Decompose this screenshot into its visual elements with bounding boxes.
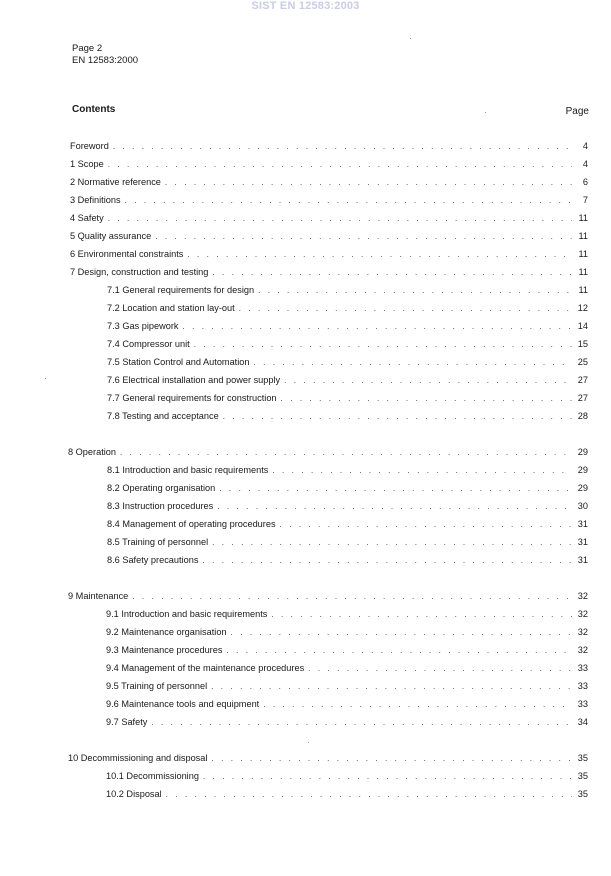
toc-subentry[interactable] — [107, 518, 588, 531]
toc-entry-label: 10.2 Disposal — [106, 789, 162, 799]
toc-subentry[interactable] — [107, 536, 588, 549]
toc-entry-page: 4 — [582, 141, 588, 151]
toc-leader-dots — [272, 465, 572, 477]
toc-entry-page: 30 — [577, 501, 588, 511]
toc-entry-label: 7.1 General requirements for design — [107, 285, 255, 295]
toc-subentry[interactable] — [106, 608, 588, 621]
toc-entry-page: 31 — [577, 519, 588, 529]
toc-subentry[interactable] — [107, 464, 588, 477]
toc-entry-label: 7.7 General requirements for construction — [107, 393, 277, 403]
toc-subentry[interactable] — [106, 788, 588, 801]
toc-entry-label: 3 Definitions — [70, 195, 121, 205]
toc-subentry[interactable] — [107, 554, 588, 567]
toc-entry-label: 8.6 Safety precautions — [107, 555, 199, 565]
toc-entry[interactable] — [70, 194, 588, 207]
toc-leader-dots — [211, 681, 572, 693]
toc-leader-dots — [194, 339, 572, 351]
toc-entry-label: 4 Safety — [70, 213, 104, 223]
scan-speck — [410, 38, 411, 39]
toc-leader-dots — [212, 537, 572, 549]
toc-entry-page: 33 — [577, 663, 588, 673]
toc-entry-page: 32 — [577, 627, 588, 637]
toc-entry[interactable] — [70, 266, 588, 279]
toc-entry-label: 2 Normative reference — [70, 177, 161, 187]
toc-entry-label: 7.3 Gas pipework — [107, 321, 179, 331]
toc-subentry[interactable] — [107, 356, 588, 369]
toc-entry-label: 7.5 Station Control and Automation — [107, 357, 250, 367]
toc-entry-page: 32 — [577, 609, 588, 619]
toc-entry-page: 35 — [577, 771, 588, 781]
toc-entry-label: 9.3 Maintenance procedures — [106, 645, 223, 655]
toc-subentry[interactable] — [106, 680, 588, 693]
toc-entry-page: 33 — [577, 681, 588, 691]
toc-leader-dots — [308, 663, 572, 675]
toc-leader-dots — [165, 177, 572, 189]
toc-entry[interactable] — [68, 446, 588, 459]
toc-leader-dots — [284, 375, 572, 387]
toc-entry-page: 11 — [578, 267, 588, 277]
toc-leader-dots — [155, 231, 572, 243]
toc-entry-label: 9.2 Maintenance organisation — [106, 627, 227, 637]
toc-entry-page: 11 — [578, 249, 588, 259]
toc-entry-page: 29 — [577, 465, 588, 475]
toc-entry-page: 35 — [577, 753, 588, 763]
toc-entry-label: 7.6 Electrical installation and power supply — [107, 375, 281, 385]
toc-entry-label: 9.4 Management of the maintenance procedures — [106, 663, 305, 673]
toc-leader-dots — [120, 447, 572, 459]
toc-entry[interactable] — [70, 158, 588, 171]
toc-entry-label: 8.4 Management of operating procedures — [107, 519, 276, 529]
scan-speck — [308, 742, 309, 743]
toc-subentry[interactable] — [106, 644, 588, 657]
toc-entry-page: 27 — [577, 375, 588, 385]
toc-subentry[interactable] — [107, 482, 588, 495]
toc-entry[interactable] — [68, 590, 588, 603]
toc-entry-label: Foreword — [70, 141, 109, 151]
toc-subentry[interactable] — [107, 500, 588, 513]
toc-leader-dots — [239, 303, 572, 315]
toc-entry-page: 4 — [582, 159, 588, 169]
toc-entry-label: 8 Operation — [68, 447, 117, 457]
toc-leader-dots — [280, 519, 572, 531]
toc-entry[interactable] — [68, 752, 588, 765]
toc-entry-page: 35 — [577, 789, 588, 799]
toc-entry-label: 7.4 Compressor unit — [107, 339, 190, 349]
toc-entry-label: 8.5 Training of personnel — [107, 537, 209, 547]
toc-subentry[interactable] — [107, 338, 588, 351]
toc-entry-page: 14 — [577, 321, 588, 331]
toc-leader-dots — [166, 789, 572, 801]
toc-entry-label: 8.2 Operating organisation — [107, 483, 216, 493]
toc-subentry[interactable] — [106, 716, 588, 729]
toc-leader-dots — [108, 159, 572, 171]
toc-entry-page: 32 — [577, 591, 588, 601]
toc-leader-dots — [271, 609, 572, 621]
toc-entry-page: 11 — [578, 213, 588, 223]
toc-leader-dots — [183, 321, 573, 333]
toc-leader-dots — [258, 285, 572, 297]
toc-entry-label: 7.8 Testing and acceptance — [107, 411, 219, 421]
toc-entry-page: 29 — [577, 483, 588, 493]
scan-speck — [485, 112, 486, 113]
toc-entry-label: 7.2 Location and station lay-out — [107, 303, 235, 313]
toc-leader-dots — [212, 267, 572, 279]
toc-entry-label: 9.1 Introduction and basic requirements — [106, 609, 268, 619]
toc-leader-dots — [226, 645, 572, 657]
toc-entry-label: 8.1 Introduction and basic requirements — [107, 465, 269, 475]
toc-leader-dots — [187, 249, 572, 261]
toc-entry-label: 7 Design, construction and testing — [70, 267, 209, 277]
toc-leader-dots — [219, 483, 572, 495]
toc-entry-page: 27 — [577, 393, 588, 403]
toc-leader-dots — [203, 771, 572, 783]
toc-subentry[interactable] — [107, 392, 588, 405]
toc-entry-page: 15 — [577, 339, 588, 349]
page-column-label: Page — [565, 106, 589, 117]
toc-subentry[interactable] — [107, 320, 588, 333]
toc-entry-label: 9 Maintenance — [68, 591, 129, 601]
toc-entry-page: 31 — [577, 537, 588, 547]
toc-subentry[interactable] — [106, 626, 588, 639]
toc-entry-label: 9.7 Safety — [106, 717, 148, 727]
toc-subentry[interactable] — [106, 698, 588, 711]
toc-entry-page: 34 — [577, 717, 588, 727]
toc-leader-dots — [211, 753, 572, 765]
toc-entry-page: 29 — [577, 447, 588, 457]
toc-entry[interactable] — [70, 176, 588, 189]
toc-leader-dots — [125, 195, 572, 207]
toc-leader-dots — [263, 699, 572, 711]
toc-entry-page: 12 — [577, 303, 588, 313]
toc-entry[interactable] — [70, 248, 588, 261]
toc-entry-label: 6 Environmental constraints — [70, 249, 184, 259]
standard-id: EN 12583:2000 — [72, 55, 139, 66]
toc-subentry[interactable] — [107, 410, 588, 423]
contents-heading: Contents — [72, 104, 116, 115]
toc-entry-page: 7 — [582, 195, 588, 205]
toc-entry-label: 9.5 Training of personnel — [106, 681, 208, 691]
page-number: Page 2 — [72, 43, 103, 54]
toc-subentry[interactable] — [107, 284, 588, 297]
toc-leader-dots — [113, 141, 572, 153]
toc-entry-label: 5 Quality assurance — [70, 231, 152, 241]
toc-entry[interactable] — [70, 230, 588, 243]
toc-leader-dots — [132, 591, 572, 603]
toc-leader-dots — [202, 555, 572, 567]
toc-entry-page: 28 — [577, 411, 588, 421]
toc-leader-dots — [231, 627, 572, 639]
toc-subentry[interactable] — [107, 302, 588, 315]
toc-entry-label: 10.1 Decommissioning — [106, 771, 199, 781]
toc-leader-dots — [223, 411, 572, 423]
toc-entry[interactable] — [70, 212, 588, 225]
toc-entry-label: 9.6 Maintenance tools and equipment — [106, 699, 260, 709]
toc-entry-label: 8.3 Instruction procedures — [107, 501, 214, 511]
toc-leader-dots — [254, 357, 573, 369]
toc-entry-label: 1 Scope — [70, 159, 104, 169]
watermark: SIST EN 12583:2003 — [251, 0, 360, 12]
toc-entry-page: 11 — [578, 231, 588, 241]
toc-entry[interactable] — [70, 140, 588, 153]
toc-entry-page: 11 — [578, 285, 588, 295]
toc-leader-dots — [108, 213, 572, 225]
scan-speck — [45, 378, 46, 379]
toc-subentry[interactable] — [107, 374, 588, 387]
toc-entry-label: 10 Decommissioning and disposal — [68, 753, 208, 763]
toc-leader-dots — [281, 393, 572, 405]
toc-entry-page: 25 — [577, 357, 588, 367]
toc-leader-dots — [151, 717, 572, 729]
toc-entry-page: 33 — [577, 699, 588, 709]
toc-entry-page: 6 — [582, 177, 588, 187]
toc-subentry[interactable] — [106, 770, 588, 783]
toc-leader-dots — [217, 501, 572, 513]
toc-entry-page: 32 — [577, 645, 588, 655]
toc-entry-page: 31 — [577, 555, 588, 565]
toc-subentry[interactable] — [106, 662, 588, 675]
